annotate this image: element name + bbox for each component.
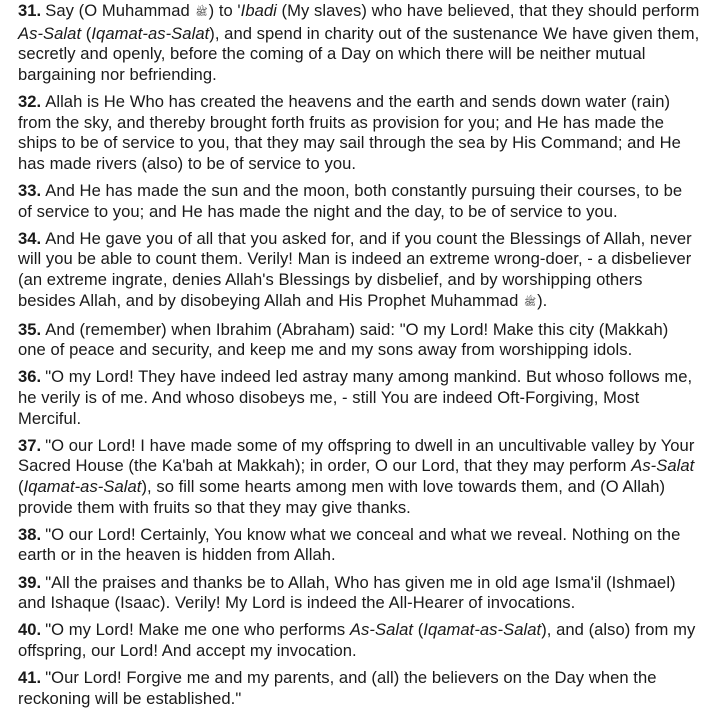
verse-number: 41. (18, 668, 42, 688)
verse-paragraph (18, 1, 700, 85)
verse-text: ), so fill some hearts among men with love towards them, and (O Allah) provide them with fruits so that they may give thanks. (18, 477, 666, 517)
verse-paragraph (18, 320, 700, 361)
verse-paragraph (18, 573, 700, 614)
verse-text: ( (18, 477, 24, 497)
italic-term: Iqamat-as-Salat (23, 477, 142, 497)
verse-number: 39. (18, 572, 42, 592)
verse-number: 32. (18, 91, 42, 111)
verse-paragraph (18, 92, 700, 174)
verse-text: And He has made the sun and the moon, both constantly pursuing their courses, to be of service to you; and He has made the night and the day, to be of service to you. (18, 180, 683, 221)
verse-text: ). (537, 290, 548, 310)
italic-term: Ibadi (240, 1, 277, 20)
verse-text: Say (O Muhammad (45, 1, 195, 20)
verse-list (18, 1, 700, 709)
verse-paragraph (18, 620, 700, 661)
verse-text: "O our Lord! Certainly, You know what we conceal and what we reveal. Nothing on the earth or in the heaven is hidden from Allah. (18, 524, 681, 565)
verse-text: ), and (also) from my offspring, our Lord! And accept my invocation. (18, 620, 696, 660)
italic-term: Iqamat-as-Salat (91, 23, 210, 43)
verse-number: 34. (18, 228, 42, 248)
italic-term: As-Salat (349, 620, 414, 640)
verse-paragraph (18, 229, 700, 313)
verse-text: ( (81, 23, 92, 43)
verse-number: 35. (18, 319, 42, 339)
italic-term: As-Salat (18, 23, 82, 43)
verse-text: (My slaves) who have believed, that they should perform (276, 1, 700, 20)
verse-text: Allah is He Who has created the heavens and the earth and sends down water (rain) from the sky, and thereby brought forth fruits as provision for you; and He has made the ships to be of service to you, that they may sail through the sea by His Command; and He has made rivers (also) to be of service to you. (18, 91, 681, 173)
italic-term: Iqamat-as-Salat (423, 620, 542, 640)
verse-paragraph (18, 668, 700, 709)
verse-text: ), and spend in charity out of the sustenance We have given them, secretly and openly, before the coming of a Day on which there will be neither mutual bargaining nor befriending. (18, 23, 700, 84)
verse-text: "O our Lord! I have made some of my offspring to dwell in an uncultivable valley by Your Sacred House (the Ka'bah at Makkah); in order, O our Lord, that they may perform (18, 435, 695, 476)
verse-paragraph (18, 367, 700, 429)
verse-number: 40. (18, 620, 42, 640)
verse-number: 33. (18, 180, 42, 200)
verse-paragraph (18, 525, 700, 566)
verse-text: ) to ' (208, 1, 241, 20)
verse-number: 37. (18, 435, 42, 455)
verse-text: And He gave you of all that you asked for, and if you count the Blessings of Allah, never will you be able to count them. Verily! Man is indeed an extreme wrong-doer, - a disbeliever (an extreme ingrate, denies Allah's Blessings by disbelief, and by worshipping others besides Allah, and by disobeying Allah and His Prophet Muhammad (18, 228, 692, 310)
salutation-glyph: ﷺ (524, 296, 537, 308)
verse-number: 38. (18, 524, 42, 544)
verse-paragraph (18, 181, 700, 222)
verse-text: ( (413, 620, 424, 640)
verse-number: 36. (18, 367, 42, 387)
verse-number: 31. (18, 1, 42, 20)
salutation-glyph: ﷺ (195, 7, 208, 18)
verse-paragraph (18, 436, 700, 518)
verse-text: And (remember) when Ibrahim (Abraham) said: "O my Lord! Make this city (Makkah) one of peace and security, and keep me and my sons away from worshipping idols. (18, 319, 669, 360)
verse-text: "All the praises and thanks be to Allah, Who has given me in old age Isma'il (Ishmael) and Ishaque (Isaac). Verily! My Lord is indeed the All-Hearer of invocations. (18, 572, 676, 613)
verse-text: "O my Lord! They have indeed led astray many among mankind. But whoso follows me, he verily is of me. And whoso disobeys me, - still You are indeed Oft-Forgiving, Most Merciful. (18, 367, 693, 428)
verse-text: "Our Lord! Forgive me and my parents, and (all) the believers on the Day when the reckoning will be established." (18, 668, 657, 708)
italic-term: As-Salat (631, 456, 695, 476)
verse-text: "O my Lord! Make me one who performs (45, 620, 350, 640)
